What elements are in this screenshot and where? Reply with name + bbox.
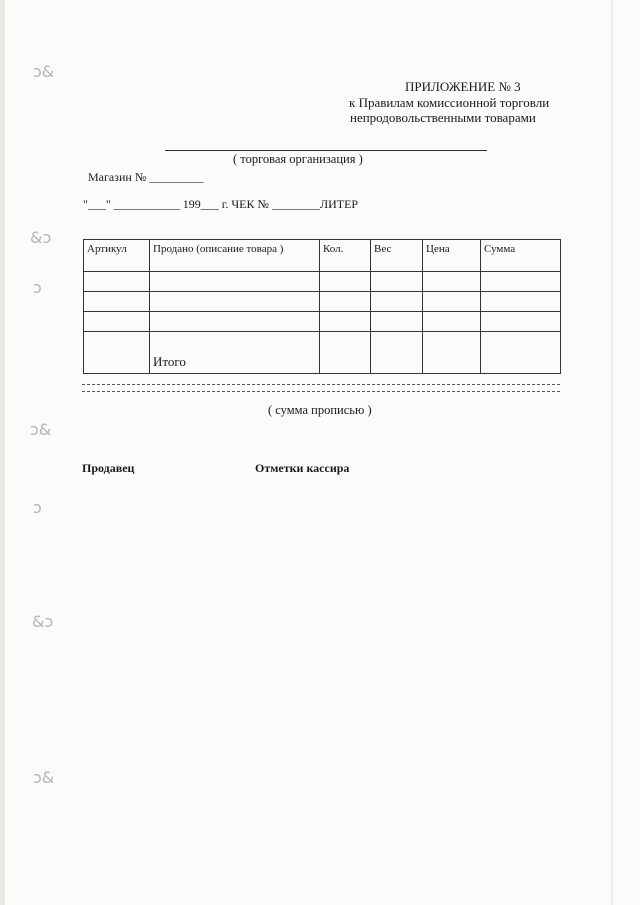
table-cell[interactable] xyxy=(84,272,150,292)
table-cell[interactable] xyxy=(481,332,561,374)
table-cell[interactable] xyxy=(150,292,320,312)
sum-in-words-caption: ( сумма прописью ) xyxy=(268,403,372,417)
check-line: "___" ___________ 199___ г. ЧЕК № ________ЛИТЕР xyxy=(83,197,359,211)
table-cell[interactable] xyxy=(371,272,423,292)
table-row xyxy=(84,292,561,312)
table-cell[interactable] xyxy=(481,292,561,312)
left-edge-shadow xyxy=(0,0,5,905)
col-header-weight: Вес xyxy=(371,240,423,272)
table-row xyxy=(84,272,561,292)
col-header-price: Цена xyxy=(423,240,481,272)
items-table xyxy=(83,239,561,374)
punch-mark-1: ↄ& xyxy=(33,62,55,81)
punch-mark-7: ↄ& xyxy=(33,768,55,787)
table-cell[interactable] xyxy=(423,312,481,332)
table-cell[interactable] xyxy=(84,332,150,374)
table-total-row xyxy=(84,332,561,374)
table-cell[interactable] xyxy=(423,292,481,312)
table-row xyxy=(84,312,561,332)
table-cell[interactable] xyxy=(84,292,150,312)
table-cell[interactable] xyxy=(481,312,561,332)
table-header-row xyxy=(84,240,561,272)
appendix-title: ПРИЛОЖЕНИЕ № 3 xyxy=(405,79,521,94)
table-cell[interactable] xyxy=(320,332,371,374)
cashier-marks-label: Отметки кассира xyxy=(255,461,350,475)
col-header-quantity: Кол. xyxy=(320,240,371,272)
shop-number-label: Магазин № _________ xyxy=(88,170,204,184)
seller-label: Продавец xyxy=(82,461,135,475)
table-cell[interactable] xyxy=(320,292,371,312)
punch-mark-2: &ↄ xyxy=(30,228,52,247)
punch-mark-6: &ↄ xyxy=(32,612,54,631)
table-cell[interactable] xyxy=(371,292,423,312)
table-cell[interactable] xyxy=(423,272,481,292)
total-label: Итого xyxy=(150,332,320,374)
table-cell[interactable] xyxy=(84,312,150,332)
table-cell[interactable] xyxy=(320,272,371,292)
table-cell[interactable] xyxy=(371,312,423,332)
col-header-description: Продано (описание товара ) xyxy=(150,240,320,272)
col-header-article: Артикул xyxy=(84,240,150,272)
col-header-sum: Сумма xyxy=(481,240,561,272)
table-cell[interactable] xyxy=(150,312,320,332)
sum-in-words-line xyxy=(82,384,560,392)
appendix-subtitle-2: непродовольственными товарами xyxy=(350,110,536,125)
table-cell[interactable] xyxy=(371,332,423,374)
table-cell[interactable] xyxy=(150,272,320,292)
punch-mark-4: ↄ& xyxy=(30,420,52,439)
table-cell[interactable] xyxy=(320,312,371,332)
punch-mark-3: ↄ xyxy=(33,278,42,297)
table-cell[interactable] xyxy=(481,272,561,292)
appendix-subtitle-1: к Правилам комиссионной торговли xyxy=(349,95,550,110)
organization-fill-line xyxy=(165,150,487,151)
organization-caption: ( торговая организация ) xyxy=(233,152,363,166)
right-edge-shadow xyxy=(611,0,613,905)
table-cell[interactable] xyxy=(423,332,481,374)
punch-mark-5: ↄ xyxy=(33,498,42,517)
